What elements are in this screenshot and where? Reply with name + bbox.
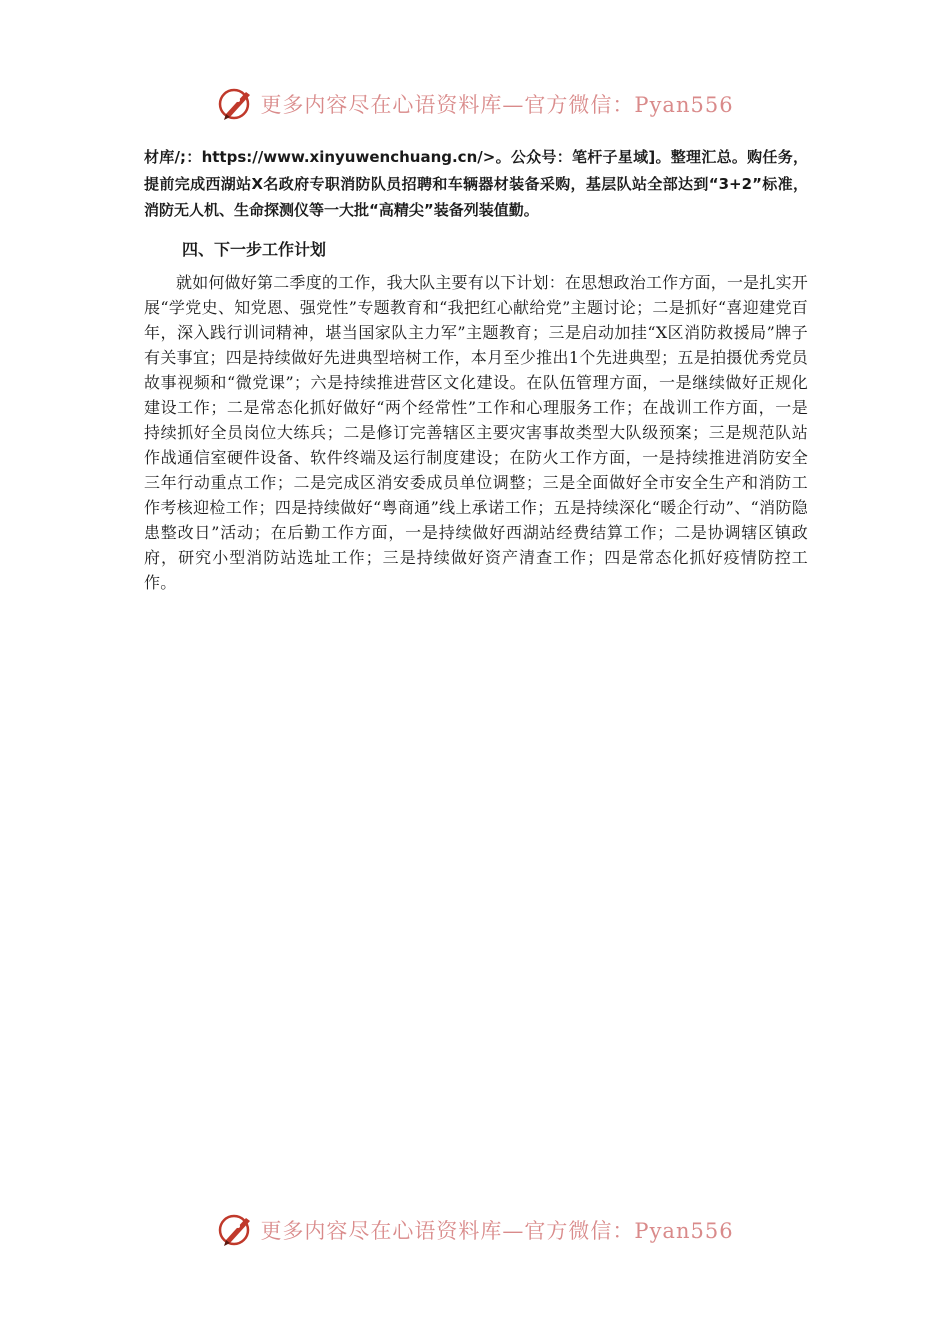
document-body: [144, 144, 808, 595]
footer-banner: [0, 1208, 950, 1252]
lead-paragraph: 材库/;：https://www.xinyuwenchuang.cn/>。公众号：笔杆子星域]。整理汇总。购任务，提前完成西湖站Ⅹ名政府专职消防队员招聘和车辆器材装备采购，基层队站全部达到“3+2”标准，消防无人机、生命探测仪等一大批“高精尖”装备列装值勤。: [144, 148, 808, 219]
header-brand-text: 更多内容尽在心语资料库—官方微信：Pyan556: [260, 93, 734, 117]
section-body-paragraph: 就如何做好第二季度的工作，我大队主要有以下计划：在思想政治工作方面，一是扎实开展“学党史、知党恩、强党性”专题教育和“我把红心献给党”主题讨论；二是抓好“喜迎建党百年，深入践行训词精神，堪当国家队主力军”主题教育；三是启动加挂“X区消防救援局”牌子有关事宜；四是持续做好先进典型培树工作，本月至少推出1个先进典型；五是拍摄优秀党员故事视频和“微党课”；六是持续推进营区文化建设。在队伍管理方面，一是继续做好正规化建设工作；二是常态化抓好做好“两个经常性”工作和心理服务工作；在战训工作方面，一是持续抓好全员岗位大练兵；二是修订完善辖区主要灾害事故类型大队级预案；三是规范队站作战通信室硬件设备、软件终端及运行制度建设；在防火工作方面，一是持续推进消防安全三年行动重点工作；二是完成区消安委成员单位调整；三是全面做好全市安全生产和消防工作考核迎检工作；四是持续做好“粤商通”线上承诺工作；五是持续深化“暖企行动”、“消防隐患整改日”活动；在后勤工作方面，一是持续做好西湖站经费结算工作；二是协调辖区镇政府，研究小型消防站选址工作；三是持续做好资产清查工作；四是常态化抓好疫情防控工作。: [144, 272, 808, 592]
pen-logo-icon: [216, 1210, 256, 1250]
header-banner: [0, 82, 950, 126]
pen-logo-icon: [216, 84, 256, 124]
footer-brand-text: 更多内容尽在心语资料库—官方微信：Pyan556: [260, 1219, 734, 1243]
section-heading: 四、下一步工作计划: [182, 239, 327, 259]
